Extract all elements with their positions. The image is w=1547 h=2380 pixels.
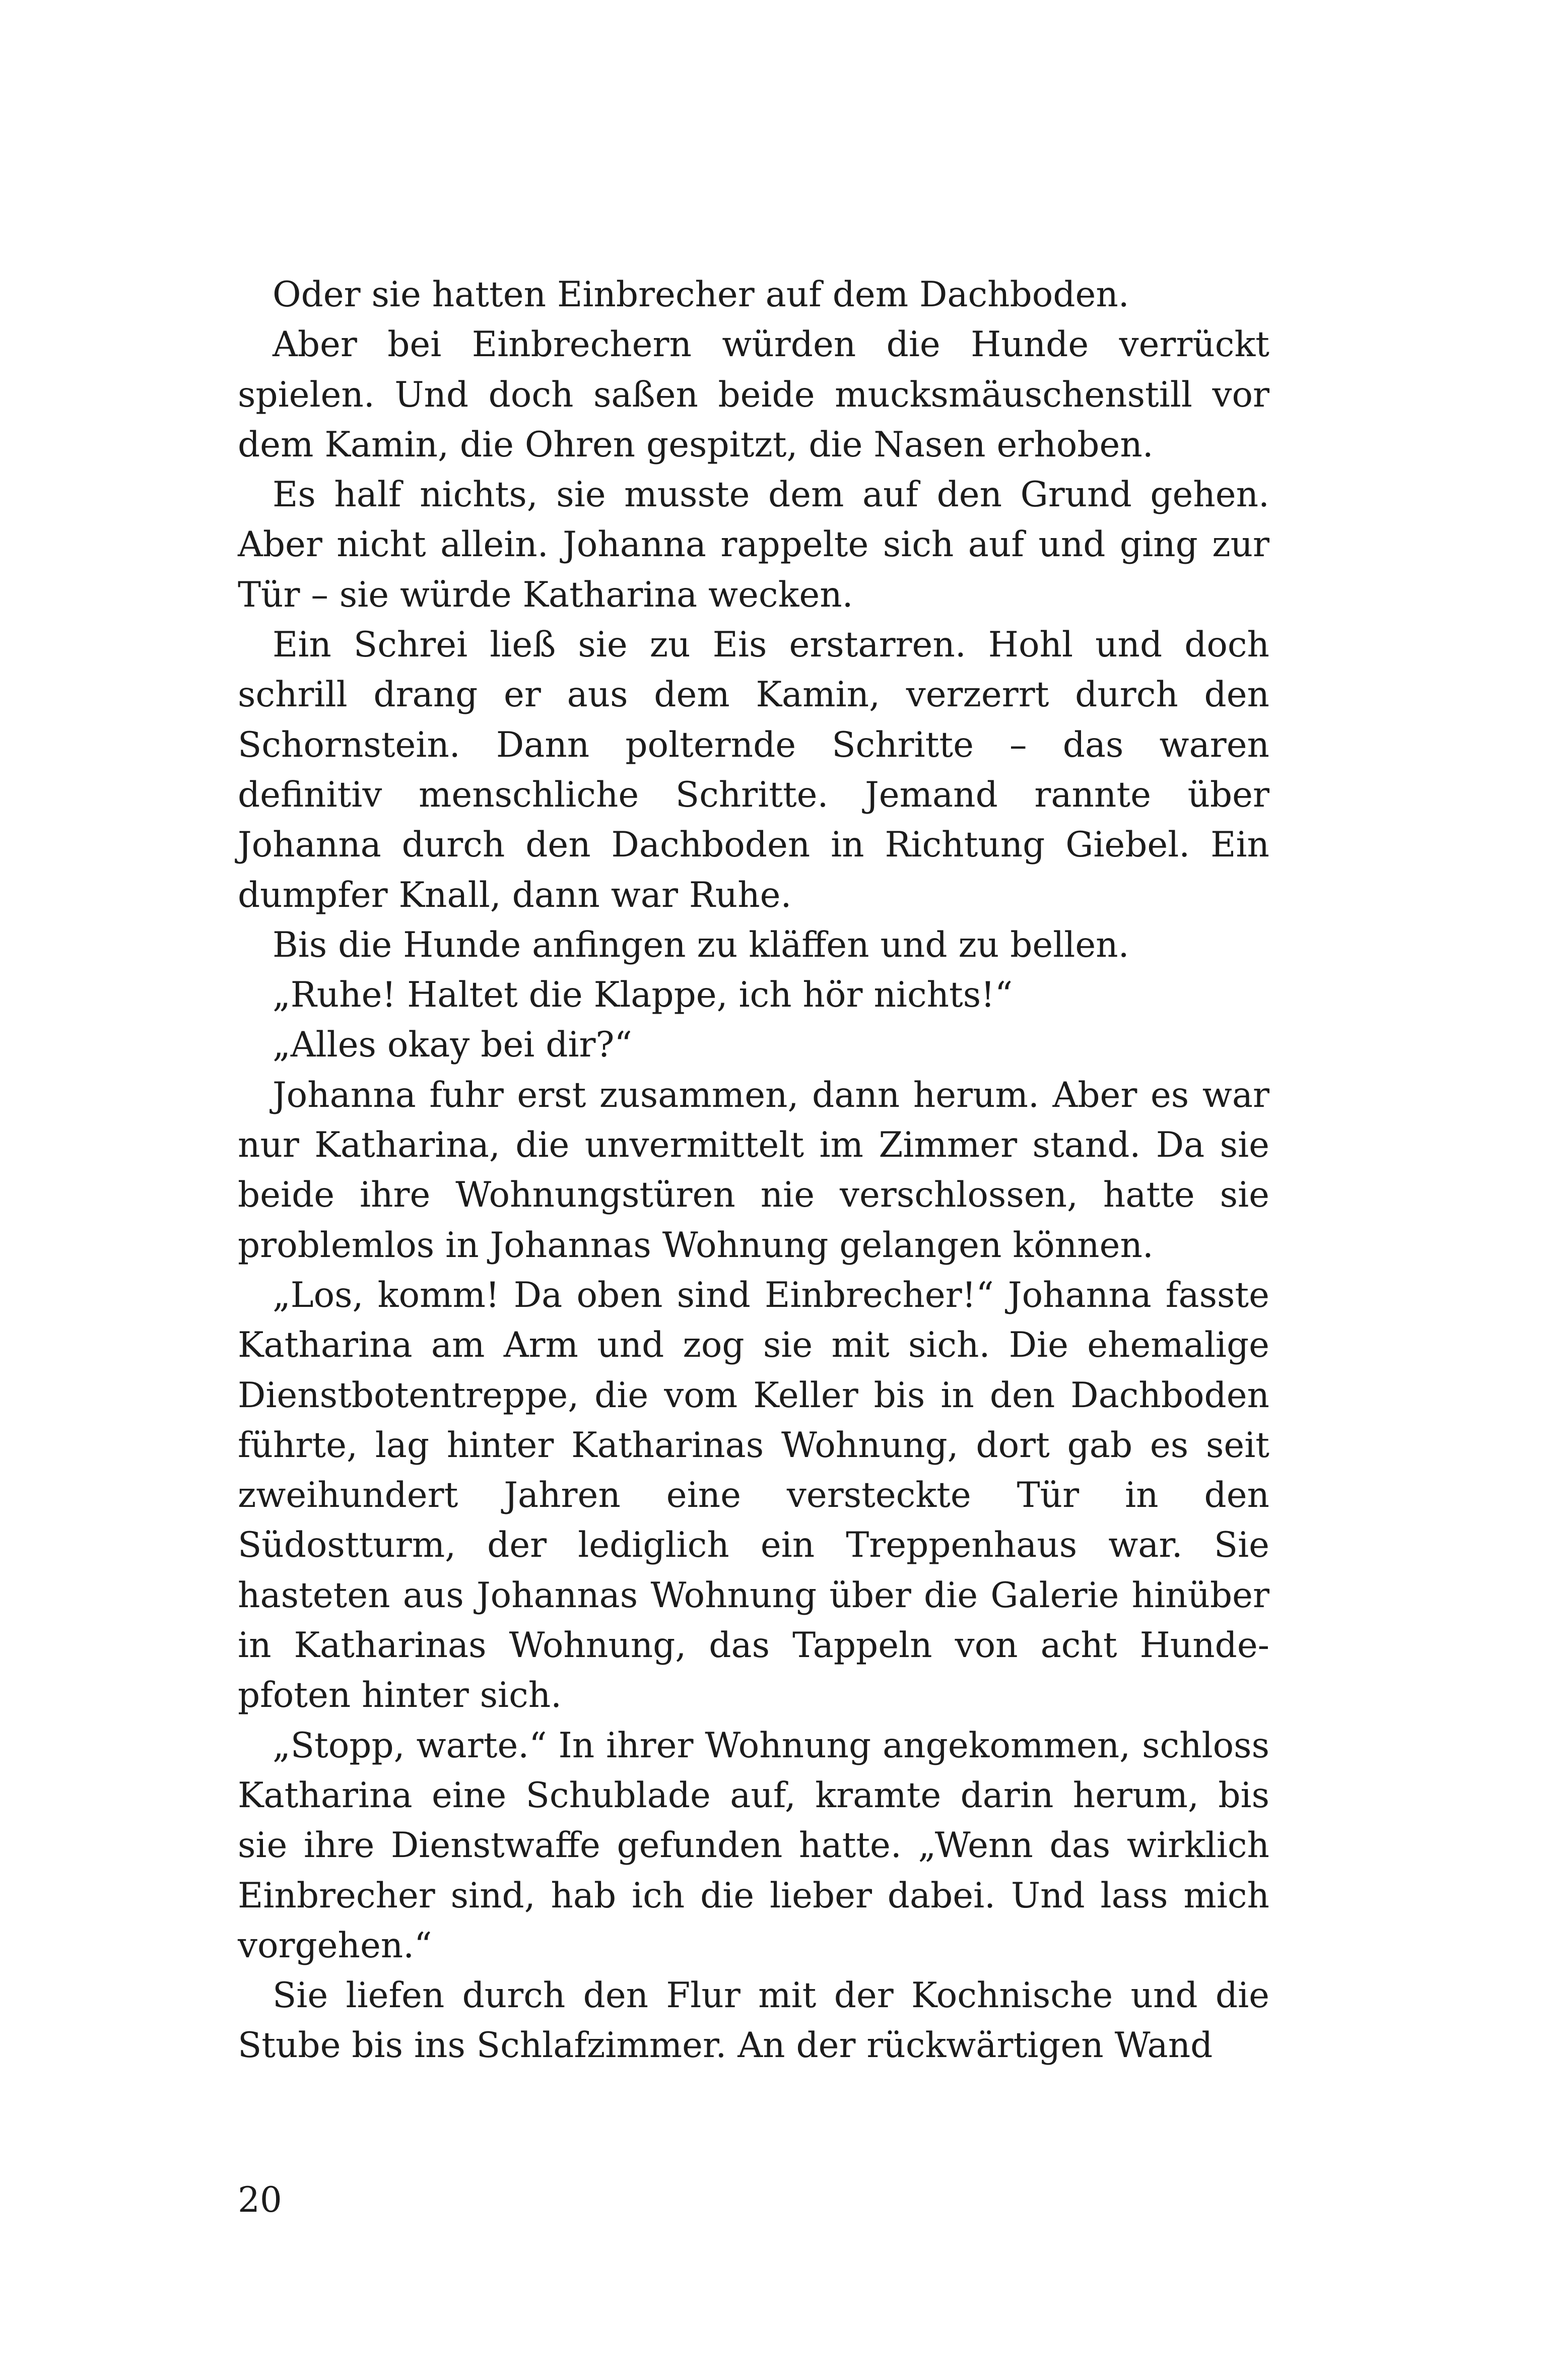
body-text (238, 270, 1269, 2071)
paragraph-4: Ein Schrei ließ sie zu Eis erstarren. Hohl und doch schrill drang er aus dem Kamin, verzerrt durch den Schornstein. Dann polternde Schritte – das waren definitiv menschliche Schritte. Jemand rannte über Johanna durch den Dachboden in Richtung Giebel. Ein dumpfer Knall, dann war Ruhe. (238, 625, 1269, 915)
paragraph-2: Aber bei Einbrechern würden die Hunde verrückt spielen. Und doch saßen beide mucksmäuschenstill vor dem Kamin, die Ohren gespitzt, die Nasen erhoben. (238, 324, 1269, 465)
paragraph-8: Johanna fuhr erst zusammen, dann herum. Aber es war nur Katharina, die unvermittelt im Zimmer stand. Da sie beide ihre Wohnungstüren nie verschlossen, hatte sie problemlos in Johannas Wohnung gelangen können. (238, 1075, 1269, 1266)
paragraph-5: Bis die Hunde anfingen zu kläffen und zu bellen. (273, 924, 1129, 965)
paragraph-11: Sie liefen durch den Flur mit der Kochnische und die Stube bis ins Schlafzimmer. An der rückwärtigen Wand (238, 1975, 1269, 2066)
paragraph-9: „Los, komm! Da oben sind Einbrecher!“ Johanna fasste Katharina am Arm und zog sie mit sich. Die ehemalige Dienstbotentreppe, die vom Keller bis in den Dachboden führte, lag hinter Katharinas Wohnung, dort gab es seit zweihundert Jahren eine versteckte Tür in den Südostturm, der lediglich ein Treppenhaus war. Sie hasteten aus Johannas Wohnung über die Galerie hinüber in Katharinas Wohnung, das Tappeln von acht Hundepfoten hinter sich. (238, 1275, 1269, 1716)
paragraph-7: „Alles okay bei dir?“ (273, 1025, 632, 1066)
paragraph-10: „Stopp, warte.“ In ihrer Wohnung angekommen, schloss Katharina eine Schublade auf, kramte darin herum, bis sie ihre Dienstwaffe gefunden hatte. „Wenn das wirklich Einbrecher sind, hab ich die lieber dabei. Und lass mich vorgehen.“ (238, 1725, 1269, 1966)
paragraph-3: Es half nichts, sie musste dem auf den Grund gehen. Aber nicht allein. Johanna rappelte sich auf und ging zur Tür – sie würde Katharina wecken. (238, 475, 1269, 615)
paragraph-1: Oder sie hatten Einbrecher auf dem Dachboden. (273, 275, 1129, 315)
page-number: 20 (238, 2180, 282, 2220)
paragraph-6: „Ruhe! Haltet die Klappe, ich hör nichts!“ (273, 975, 1013, 1016)
